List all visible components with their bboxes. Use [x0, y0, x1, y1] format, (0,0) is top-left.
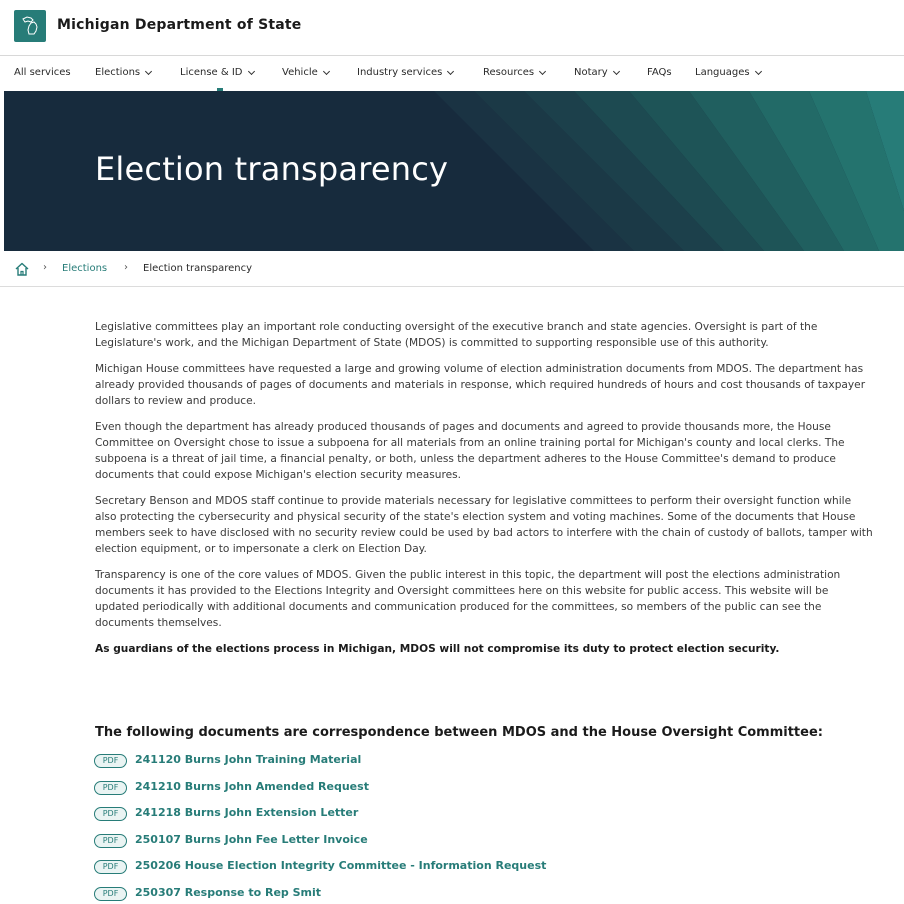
nav-label: Elections [95, 67, 141, 78]
nav-label: Resources [483, 67, 535, 78]
nav-label: FAQs [647, 67, 672, 78]
document-item [94, 752, 794, 779]
nav-elections[interactable] [95, 67, 151, 78]
chevron-down-icon [247, 67, 254, 74]
document-item [94, 832, 794, 859]
document-link[interactable]: 241120 Burns John Training Material [135, 753, 362, 766]
breadcrumb [0, 251, 904, 287]
chevron-down-icon [539, 67, 546, 74]
pdf-badge: PDF [94, 860, 127, 874]
document-item [94, 779, 794, 806]
body-paragraph: Secretary Benson and MDOS staff continue to provide materials necessary for legislative committees to perform their oversight function while also protecting the cybersecurity and physical security of the state's election system and voting machines. Some of the documents that House members seek to have disclosed with no security review could be used by bad actors to interfere with the chain of custody of ballots, tamper with election equipment, or to impersonate a clerk on Election Day. [95, 495, 873, 555]
michigan-map-icon [18, 14, 42, 38]
main-nav [0, 57, 904, 91]
document-link[interactable]: 241210 Burns John Amended Request [135, 779, 369, 793]
documents-list [94, 752, 794, 904]
main-content [95, 319, 875, 667]
pdf-badge: PDF [94, 807, 127, 821]
body-paragraph: Legislative committees play an important role conducting oversight of the executive branch and state agencies. Oversight is part of the Legislature's work, and the Michigan Department of State (MDOS) is committed to supporting responsible use of this authority. [95, 321, 818, 349]
chevron-down-icon [447, 67, 454, 74]
home-icon[interactable] [14, 261, 30, 277]
chevron-down-icon [145, 67, 152, 74]
nav-industry-services[interactable] [357, 67, 453, 78]
pdf-badge: PDF [94, 834, 127, 848]
breadcrumb-elections-link[interactable]: Elections [62, 263, 108, 274]
body-paragraph: Michigan House committees have requested a large and growing volume of election administration documents from MDOS. The department has already provided thousands of pages of documents and materials in response, which required hundreds of hours and cost thousands of taxpayer dollars to review and produce. [95, 363, 866, 407]
page-title: Election transparency [95, 150, 449, 188]
document-link[interactable]: 241218 Burns John Extension Letter [135, 806, 359, 820]
chevron-right-icon: › [124, 262, 128, 273]
nav-resources[interactable] [483, 67, 545, 78]
nav-notary[interactable] [574, 67, 619, 78]
pdf-badge: PDF [94, 887, 127, 901]
nav-vehicle[interactable] [282, 67, 329, 78]
nav-label: All services [14, 67, 71, 78]
site-title[interactable]: Michigan Department of State [57, 17, 302, 33]
chevron-down-icon [613, 67, 620, 74]
chevron-right-icon: › [43, 262, 47, 273]
nav-label: Languages [695, 67, 750, 78]
chevron-down-icon [755, 67, 762, 74]
document-item [94, 805, 794, 832]
body-paragraph: Transparency is one of the core values of MDOS. Given the public interest in this topic, the department will post the elections administration documents it has provided to the Elections Integrity and Oversight committees here on this website for public access. This website will be updated periodically with additional documents and communication produced for the committees, so members of the public can see the documents themselves. [95, 569, 841, 629]
hero-banner [4, 91, 904, 251]
nav-languages[interactable] [695, 67, 761, 78]
pdf-badge: PDF [94, 781, 127, 795]
nav-label: License & ID [180, 67, 243, 78]
body-paragraph: Even though the department has already produced thousands of pages and documents and agreed to provide thousands more, the House Committee on Oversight chose to issue a subpoena for all materials from an online training portal for Michigan's county and local clerks. The subpoena is a threat of jail time, a financial penalty, or both, unless the department adheres to the House Committee's demand to produce documents that could expose Michigan's election security measures. [95, 421, 845, 481]
nav-label: Notary [574, 67, 608, 78]
closing-statement: As guardians of the elections process in Michigan, MDOS will not compromise its duty to protect election security. [95, 643, 780, 655]
document-link[interactable]: 250107 Burns John Fee Letter Invoice [135, 832, 368, 846]
logo[interactable] [14, 10, 46, 42]
nav-label: Vehicle [282, 67, 318, 78]
pdf-badge: PDF [94, 754, 127, 768]
chevron-down-icon [323, 67, 330, 74]
documents-heading: The following documents are correspondence between MDOS and the House Oversight Committee: [95, 725, 823, 740]
document-item [94, 858, 794, 885]
document-link[interactable]: 250307 Response to Rep Smit [135, 885, 322, 899]
nav-label: Industry services [357, 67, 443, 78]
site-header [0, 0, 904, 56]
document-link[interactable]: 250206 House Election Integrity Committee - Information Request [135, 859, 547, 873]
nav-all-services[interactable] [14, 67, 71, 78]
breadcrumb-current: Election transparency [143, 263, 253, 274]
nav-license-id[interactable] [180, 67, 254, 78]
document-item [94, 885, 794, 904]
nav-faqs[interactable] [647, 67, 672, 78]
